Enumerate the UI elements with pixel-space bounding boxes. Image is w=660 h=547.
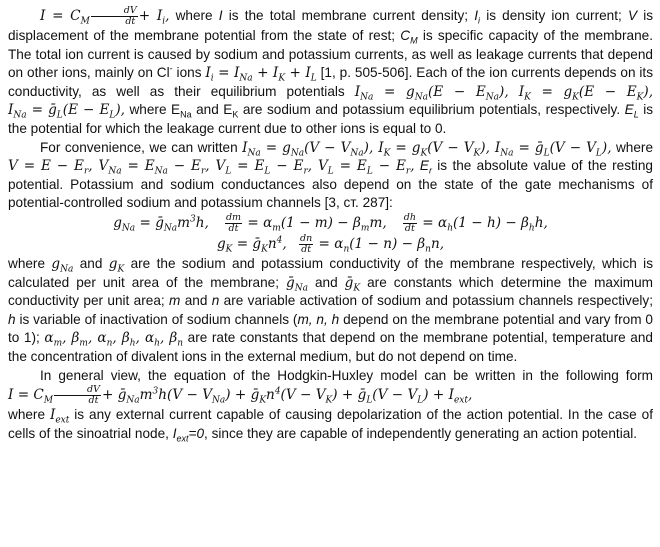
- paragraph-4: In general view, the equation of the Hodgkin-Huxley model can be written in the following form $I = C_M$ $\frac{dV}{dt}$ + $ḡ_{Na}m^3h(V - V_{Na})$ + $ḡ_Kn^4(V - V_K)$ + ḡ$_L$(V − $V_L) + I_{ext}$,: [8, 367, 653, 407]
- potassium-current-v-equation: $I_K = g_K(V - V_K)$,: [373, 139, 490, 159]
- leakage-current-equation: $I_{Na}$ = ḡ$_L$(E − $E_L$),: [8, 102, 125, 122]
- gk-symbol: $g_K$: [108, 255, 125, 275]
- fraction-dv-dt-2: $\frac{dV}{dt}$: [54, 385, 101, 406]
- gating-equations-line-2: [8, 234, 653, 255]
- sodium-current-equation: $I_{Na} = g_{Na}(E - E_{Na})$,: [354, 83, 509, 103]
- gating-equations-line-1: [8, 213, 653, 234]
- vl-definition: $V_L = E_L - E_r$,: [209, 158, 313, 177]
- potassium-conductance-equation: $g_K$ = $ḡ_Kn^4$,: [216, 235, 287, 255]
- gna-bar-symbol: ḡ$_{Na}$: [286, 274, 308, 294]
- potassium-current-equation: $I_K = g_K(E - E_K)$,: [518, 83, 654, 103]
- vl-definition-2: $V_L = E_L - E_r$,: [312, 158, 415, 177]
- paragraph-5: where $I_{ext}$ is any external current capable of causing depolarization of the action potential. In the case of cells of the sinoatrial node, $I_{ext}=0$, since they are capable of independently generating an action potential.: [8, 407, 653, 444]
- fraction-dh-dt: $\frac{dh}{dt}$: [403, 211, 416, 234]
- iext-symbol: $I_{ext}$: [49, 407, 70, 426]
- vna-definition: $V_{Na} = E_{Na} - E_r$,: [92, 158, 210, 177]
- current-equation: $I = C_M$ $\frac{dV}{dt}$ + $I_i$,: [40, 5, 170, 27]
- h-gate-equation: $\frac{dh}{dt}$ = $\alpha_h(1 - h) - \beta_hh$,: [403, 211, 548, 234]
- gna-symbol: $g_{Na}$: [51, 255, 74, 275]
- sodium-current-v-equation: $I_{Na} = g_{Na}(V - V_{Na})$,: [242, 139, 374, 159]
- fraction-dm-dt: $\frac{dm}{dt}$: [225, 211, 242, 234]
- leakage-current-v-equation: $I_{Na}$ = ḡ$_L$(V − $V_L$),: [489, 139, 612, 159]
- fraction-dv-dt: $\frac{dV}{dt}$: [91, 6, 138, 27]
- paragraph-1: $I = C_M$ $\frac{dV}{dt}$ + $I_i$, where I is the total membrane current density; $I_i$ is density ion current; V is displacement of the membrane potential from the state of rest; $C_M$ is specific capacity of the membrane. The total ion current is caused by sodium and potassium currents, as well as leakage currents that depend on other ions, mainly on Cl- ions $I_i = I_{Na} + I_K + I_L$ [1, p. 505-506]. Each of the ion currents depends on its conductivity, as well as their equilibrium potentials $I_{Na} = g_{Na}(E - E_{Na})$, $I_K = g_K(E - E_K)$, $I_{Na}$ = ḡ$_L$(E − $E_L$), where $E_{Na}$ and $E_K$ are sodium and potassium equilibrium potentials, respectively. $E_L$ is the potential for which the leakage current due to other ions is equal to 0.: [8, 5, 654, 136]
- n-gate-equation: $\frac{dn}{dt}$ = $\alpha_n(1 - n) - \beta_nn$,: [300, 232, 445, 255]
- v-definition: $V = E - E_r$,: [8, 158, 93, 177]
- sodium-conductance-equation: $g_{Na}$ = $ḡ_{Na}m^3h$,: [113, 214, 209, 234]
- rate-constants: $\alpha_m$, $\beta_m$, $\alpha_n$, $\beta_h$, $\alpha_h$, $\beta_n$: [44, 330, 184, 350]
- paragraph-3: where $g_{Na}$ and $g_K$ are the sodium and potassium conductivity of the membrane respectively, which is calculated per unit area of the membrane; ḡ$_{Na}$ and ḡ$_K$ are constants which determine the maximum conductivity per unit area; m and n are variable activation of sodium and potassium channels respectively; h is variable of inactivation of sodium channels (m, n, h depend on the membrane potential and vary from 0 to 1); $\alpha_m$, $\beta_m$, $\alpha_n$, $\beta_h$, $\alpha_h$, $\beta_n$ are rate constants that depend on the membrane potential, temperature and the concentration of divalent ions in the external medium, but do not depend on time.: [8, 255, 653, 364]
- gk-bar-symbol: ḡ$_K$: [344, 274, 361, 294]
- m-gate-equation: $\frac{dm}{dt}$ = $\alpha_m(1 - m) - \beta_mm$,: [225, 211, 387, 234]
- fraction-dn-dt: $\frac{dn}{dt}$: [300, 232, 313, 255]
- paragraph-2: For convenience, we can written $I_{Na} = g_{Na}(V - V_{Na})$, $I_K = g_K(V - V_K)$, $I_{Na}$ = ḡ$_L$(V − $V_L$), where $V = E - E_r$, $V_{Na} = E_{Na} - E_r$, $V_L = E_L - E_r$, $V_L = E_L - E_r$, $E_r$ is the absolute value of the resting potential. Potassium and sodium conductances also depend on the state of the gate mechanisms of potential-controlled sodium and potassium channels [3, ст. 287]:: [8, 139, 654, 211]
- hodgkin-huxley-equation: $I = C_M$ $\frac{dV}{dt}$ + $ḡ_{Na}m^3h(V - V_{Na})$ + $ḡ_Kn^4(V - V_K)$ + ḡ$_L$(V − $V_L) + I_{ext}$,: [8, 384, 473, 407]
- ion-current-equation: $I_i = I_{Na} + I_K + I_L$: [205, 65, 317, 84]
- gating-equations: [8, 213, 653, 255]
